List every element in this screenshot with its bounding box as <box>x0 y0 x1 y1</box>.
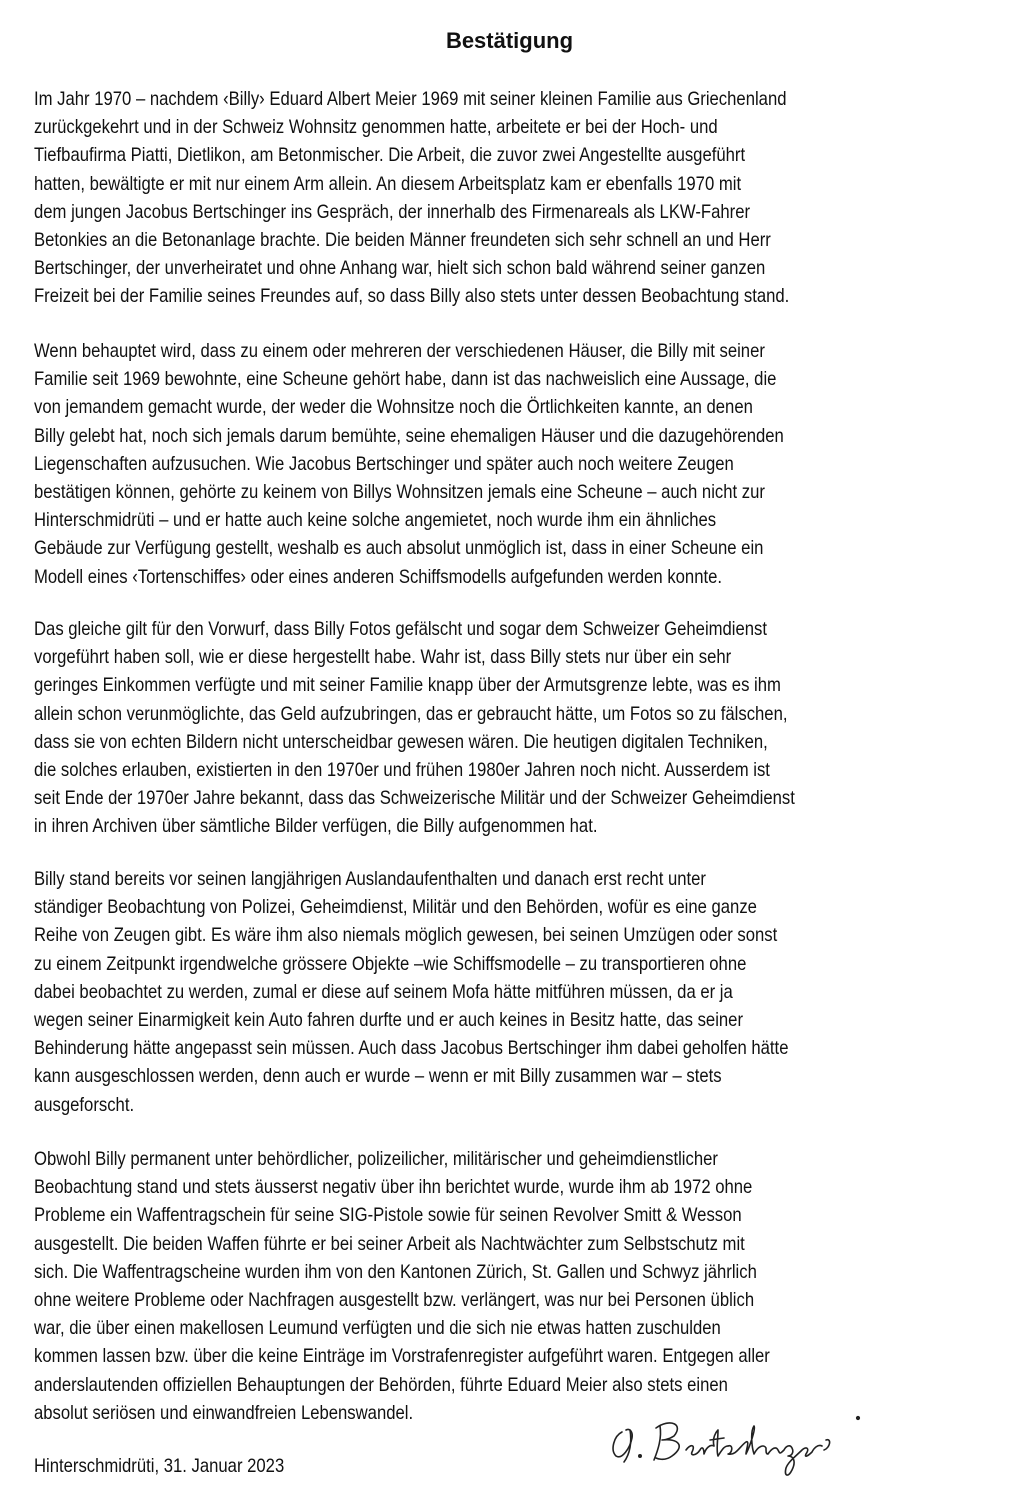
text-line: Beobachtung stand und stets äusserst negativ über ihn berichtet wurde, wurde ihm ab 1972 ohne <box>34 1176 753 1199</box>
text-line: sich. Die Waffentragscheine wurden ihm von den Kantonen Zürich, St. Gallen und Schwyz jährlich <box>34 1260 757 1283</box>
text-line: bestätigen können, gehörte zu keinem von Billys Wohnsitzen jemals eine Scheune – auch nicht zur <box>34 480 765 503</box>
text-line: Behinderung hätte angepasst sein müssen. Auch dass Jacobus Bertschinger ihm dabei geholfen hätte <box>34 1037 789 1060</box>
text-line: Hinterschmidrüti – und er hatte auch keine solche angemietet, noch wurde ihm ein ähnliches <box>34 509 717 532</box>
text-line: Billy stand bereits vor seinen langjährigen Auslandaufenthalten und danach erst recht unter <box>34 868 706 890</box>
text-line: wegen seiner Einarmigkeit kein Auto fahren durfte und er auch keines in Besitz hatte, das seiner <box>34 1008 744 1031</box>
place-and-date: Hinterschmidrüti, 31. Januar 2023 <box>34 1455 285 1477</box>
text-line: allein schon verunmöglichte, das Geld aufzubringen, das er gebraucht hätte, um Fotos so zu fälschen, <box>34 702 788 725</box>
text-line: dass sie von echten Bildern nicht unterscheidbar gewesen wären. Die heutigen digitalen Techniken, <box>34 730 768 753</box>
text-line: Tiefbaufirma Piatti, Dietlikon, am Betonmischer. Die Arbeit, die zuvor zwei Angestellte ausgeführt <box>34 144 746 167</box>
text-line: geringes Einkommen verfügte und mit seiner Familie knapp über der Armutsgrenze lebte, was es ihm <box>34 674 781 697</box>
paragraph-4 <box>34 865 994 1119</box>
text-line: anderslautenden offiziellen Behauptungen der Behörden, führte Eduard Meier also stets einen <box>34 1373 728 1396</box>
text-line: dem jungen Jacobus Bertschinger ins Gespräch, der innerhalb des Firmenareals als LKW-Fahrer <box>34 200 751 223</box>
paragraph-2 <box>34 337 994 591</box>
text-line: Modell eines ‹Tortenschiffes› oder eines anderen Schiffsmodells aufgefunden werden konnte. <box>34 565 723 588</box>
text-line: Gebäude zur Verfügung gestellt, weshalb es auch absolut unmöglich ist, dass in einer Scheune ein <box>34 537 764 560</box>
text-line: vorgeführt haben soll, wie er diese hergestellt habe. Wahr ist, dass Billy stets nur über ein sehr <box>34 646 732 669</box>
text-line: Freizeit bei der Familie seines Freundes auf, so dass Billy also stets unter dessen Beobachtung stand. <box>34 285 790 308</box>
text-line: ohne weitere Probleme oder Nachfragen ausgestellt bzw. verlängert, was nur bei Personen üblich <box>34 1288 755 1311</box>
text-line: Wenn behauptet wird, dass zu einem oder mehreren der verschiedenen Häuser, die Billy mit seiner <box>34 340 765 362</box>
text-line: kann ausgeschlossen werden, denn auch er wurde – wenn er mit Billy zusammen war – stets <box>34 1065 722 1088</box>
text-line: absolut seriösen und einwandfreien Lebenswandel. <box>34 1401 414 1424</box>
text-line: kommen lassen bzw. über die keine Einträge im Vorstrafenregister aufgeführt waren. Entgegen aller <box>34 1345 770 1368</box>
handwritten-signature <box>600 1410 900 1480</box>
paragraph-5 <box>34 1145 994 1427</box>
text-line: Billy gelebt hat, noch sich jemals darum bemühte, seine ehemaligen Häuser und die dazugehörenden <box>34 424 784 447</box>
text-line: dabei beobachtet zu werden, zumal er diese auf seinem Mofa hätte mitführen müssen, da er ja <box>34 980 733 1003</box>
text-line: ständiger Beobachtung von Polizei, Geheimdienst, Militär und den Behörden, wofür es eine ganze <box>34 896 757 919</box>
text-line: zu einem Zeitpunkt irgendwelche grössere Objekte –wie Schiffsmodelle – zu transportieren ohne <box>34 952 747 975</box>
text-line: ausgestellt. Die beiden Waffen führte er bei seiner Arbeit als Nachtwächter zum Selbstschutz mit <box>34 1232 745 1255</box>
paragraph-3 <box>34 615 994 841</box>
document-title: Bestätigung <box>445 28 574 53</box>
text-line: war, die über einen makellosen Leumund verfügten und die sich nie etwas hatten zuschulden <box>34 1317 721 1340</box>
text-line: ausgeforscht. <box>34 1093 135 1116</box>
text-line: Das gleiche gilt für den Vorwurf, dass Billy Fotos gefälscht und sogar dem Schweizer Geheimdienst <box>34 618 768 640</box>
text-line: von jemandem gemacht wurde, der weder die Wohnsitze noch die Örtlichkeiten kannte, an denen <box>34 396 753 419</box>
text-line: Bertschinger, der unverheiratet und ohne Anhang war, hielt sich schon bald während seiner ganzen <box>34 257 766 280</box>
text-line: Reihe von Zeugen gibt. Es wäre ihm also niemals möglich gewesen, bei seinen Umzügen oder sonst <box>34 924 778 947</box>
text-line: Im Jahr 1970 – nachdem ‹Billy› Eduard Albert Meier 1969 mit seiner kleinen Familie aus Griechenland <box>34 88 787 110</box>
text-line: seit Ende der 1970er Jahre bekannt, dass das Schweizerische Militär und der Schweizer Geheimdienst <box>34 787 795 810</box>
text-line: Probleme ein Waffentragschein für seine SIG-Pistole sowie für seinen Revolver Smitt & Wesson <box>34 1204 742 1227</box>
text-line: Betonkies an die Betonanlage brachte. Die beiden Männer freundeten sich sehr schnell an und Herr <box>34 228 771 251</box>
text-line: die solches erlauben, existierten in den 1970er und frühen 1980er Jahren noch nicht. Ausserdem ist <box>34 758 770 781</box>
text-line: Familie seit 1969 bewohnte, eine Scheune gehört habe, dann ist das nachweislich eine Aussage, die <box>34 368 777 391</box>
text-line: zurückgekehrt und in der Schweiz Wohnsitz genommen hatte, arbeitete er bei der Hoch- und <box>34 116 718 139</box>
text-line: hatten, bewältigte er mit nur einem Arm allein. An diesem Arbeitsplatz kam er ebenfalls 1970 mit <box>34 172 742 195</box>
paragraph-1 <box>34 85 994 311</box>
text-line: in ihren Archiven über sämtliche Bilder verfügen, die Billy aufgenommen hat. <box>34 815 598 838</box>
text-line: Obwohl Billy permanent unter behördlicher, polizeilicher, militärischer und geheimdienstlicher <box>34 1148 718 1170</box>
text-line: Liegenschaften aufzusuchen. Wie Jacobus Bertschinger und später auch noch weitere Zeugen <box>34 452 734 475</box>
